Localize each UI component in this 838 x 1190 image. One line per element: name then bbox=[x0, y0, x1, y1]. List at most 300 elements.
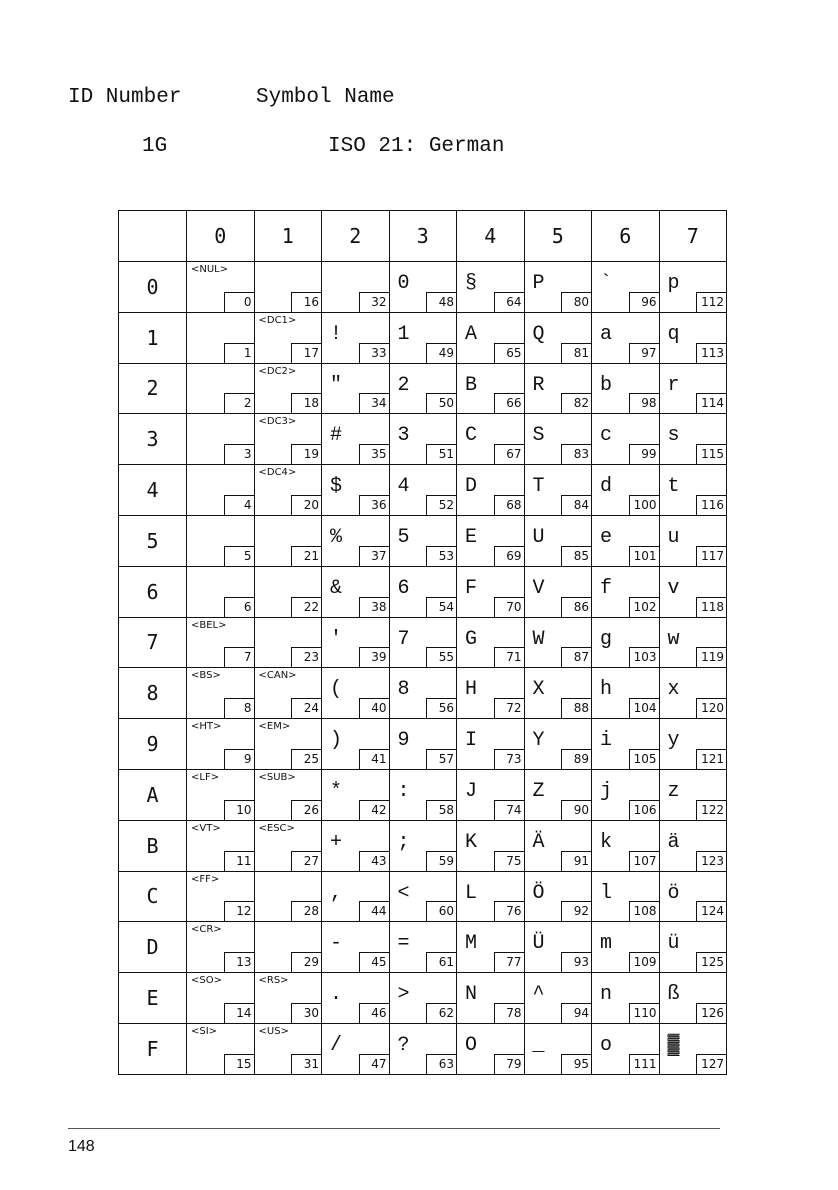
table-row bbox=[119, 719, 727, 770]
control-code-label: <HT> bbox=[191, 721, 222, 733]
character-glyph: z bbox=[667, 779, 680, 803]
char-cell bbox=[524, 668, 592, 719]
decimal-code-box: 110 bbox=[629, 1003, 659, 1023]
char-cell bbox=[389, 363, 457, 414]
decimal-code-box: 25 bbox=[291, 749, 321, 769]
char-cell bbox=[254, 769, 322, 820]
decimal-code-box: 43 bbox=[359, 851, 389, 871]
decimal-code-box: 86 bbox=[561, 597, 591, 617]
control-code-label: <BS> bbox=[191, 670, 221, 682]
char-cell bbox=[592, 566, 660, 617]
decimal-code-box: 5 bbox=[224, 546, 254, 566]
decimal-code-box: 56 bbox=[426, 698, 456, 718]
character-glyph: < bbox=[397, 881, 410, 905]
character-set-table bbox=[118, 210, 727, 1075]
character-glyph: § bbox=[465, 272, 478, 295]
decimal-code-box: 77 bbox=[494, 952, 524, 972]
table-row bbox=[119, 668, 727, 719]
character-glyph: X bbox=[532, 678, 545, 702]
character-glyph: 3 bbox=[397, 424, 410, 448]
character-glyph: H bbox=[465, 678, 478, 702]
character-glyph: j bbox=[600, 779, 613, 803]
decimal-code-box: 38 bbox=[359, 597, 389, 617]
decimal-code-box: 96 bbox=[629, 292, 659, 312]
table-row bbox=[119, 769, 727, 820]
char-cell bbox=[659, 922, 727, 973]
decimal-code-box: 55 bbox=[426, 647, 456, 667]
decimal-code-box: 100 bbox=[629, 495, 659, 515]
character-glyph: R bbox=[532, 373, 545, 397]
character-glyph: r bbox=[667, 373, 680, 397]
character-glyph: G bbox=[465, 627, 478, 651]
column-header: 7 bbox=[659, 211, 727, 262]
char-cell bbox=[254, 262, 322, 313]
character-glyph: F bbox=[465, 576, 478, 600]
char-cell bbox=[457, 871, 525, 922]
character-glyph: i bbox=[600, 729, 613, 753]
control-code-label: <EM> bbox=[258, 721, 291, 733]
control-code-label: <NUL> bbox=[191, 264, 229, 275]
decimal-code-box: 66 bbox=[494, 393, 524, 413]
decimal-code-box: 48 bbox=[426, 292, 456, 312]
character-glyph: v bbox=[667, 576, 680, 600]
decimal-code-box: 33 bbox=[359, 343, 389, 363]
table-row bbox=[119, 414, 727, 465]
char-cell bbox=[659, 769, 727, 820]
decimal-code-box: 12 bbox=[224, 901, 254, 921]
table-row bbox=[119, 312, 727, 363]
character-glyph: = bbox=[397, 932, 410, 956]
row-header: E bbox=[119, 973, 187, 1024]
decimal-code-box: 45 bbox=[359, 952, 389, 972]
table-row bbox=[119, 515, 727, 566]
decimal-code-box: 20 bbox=[291, 495, 321, 515]
char-cell bbox=[389, 719, 457, 770]
decimal-code-box: 17 bbox=[291, 343, 321, 363]
decimal-code-box: 52 bbox=[426, 495, 456, 515]
char-cell bbox=[254, 566, 322, 617]
decimal-code-box: 116 bbox=[696, 495, 726, 515]
character-glyph: V bbox=[532, 576, 545, 600]
char-cell bbox=[322, 719, 390, 770]
control-code-label: <FF> bbox=[191, 873, 220, 885]
char-cell bbox=[592, 262, 660, 313]
char-cell bbox=[457, 769, 525, 820]
char-cell bbox=[659, 515, 727, 566]
decimal-code-box: 88 bbox=[561, 698, 591, 718]
decimal-code-box: 39 bbox=[359, 647, 389, 667]
decimal-code-box: 67 bbox=[494, 444, 524, 464]
char-cell bbox=[659, 312, 727, 363]
decimal-code-box: 78 bbox=[494, 1003, 524, 1023]
char-cell bbox=[457, 617, 525, 668]
char-cell bbox=[187, 312, 255, 363]
decimal-code-box: 59 bbox=[426, 851, 456, 871]
decimal-code-box: 2 bbox=[224, 393, 254, 413]
decimal-code-box: 120 bbox=[696, 698, 726, 718]
decimal-code-box: 27 bbox=[291, 851, 321, 871]
decimal-code-box: 62 bbox=[426, 1003, 456, 1023]
column-header-row bbox=[119, 211, 727, 262]
decimal-code-box: 102 bbox=[629, 597, 659, 617]
decimal-code-box: 76 bbox=[494, 901, 524, 921]
decimal-code-box: 80 bbox=[561, 292, 591, 312]
decimal-code-box: 87 bbox=[561, 647, 591, 667]
char-cell bbox=[389, 312, 457, 363]
character-glyph: u bbox=[667, 525, 680, 549]
decimal-code-box: 41 bbox=[359, 749, 389, 769]
decimal-code-box: 82 bbox=[561, 393, 591, 413]
table-row bbox=[119, 1023, 727, 1074]
char-cell bbox=[187, 820, 255, 871]
decimal-code-box: 22 bbox=[291, 597, 321, 617]
decimal-code-box: 91 bbox=[561, 851, 591, 871]
decimal-code-box: 7 bbox=[224, 647, 254, 667]
character-glyph: I bbox=[465, 729, 478, 753]
decimal-code-box: 4 bbox=[224, 495, 254, 515]
decimal-code-box: 63 bbox=[426, 1054, 456, 1074]
character-glyph: 8 bbox=[397, 678, 410, 702]
decimal-code-box: 68 bbox=[494, 495, 524, 515]
decimal-code-box: 89 bbox=[561, 749, 591, 769]
char-cell bbox=[592, 363, 660, 414]
decimal-code-box: 94 bbox=[561, 1003, 591, 1023]
row-header: 9 bbox=[119, 719, 187, 770]
char-cell bbox=[457, 820, 525, 871]
decimal-code-box: 65 bbox=[494, 343, 524, 363]
table-row bbox=[119, 566, 727, 617]
char-cell bbox=[659, 617, 727, 668]
char-cell bbox=[457, 414, 525, 465]
char-cell bbox=[457, 262, 525, 313]
decimal-code-box: 101 bbox=[629, 546, 659, 566]
char-cell bbox=[389, 465, 457, 516]
char-cell bbox=[322, 871, 390, 922]
char-cell bbox=[524, 312, 592, 363]
decimal-code-box: 30 bbox=[291, 1003, 321, 1023]
decimal-code-box: 53 bbox=[426, 546, 456, 566]
decimal-code-box: 75 bbox=[494, 851, 524, 871]
char-cell bbox=[592, 668, 660, 719]
char-cell bbox=[592, 820, 660, 871]
decimal-code-box: 74 bbox=[494, 800, 524, 820]
char-cell bbox=[187, 414, 255, 465]
decimal-code-box: 9 bbox=[224, 749, 254, 769]
char-cell bbox=[254, 871, 322, 922]
character-glyph: Ö bbox=[532, 881, 545, 905]
footer-rule bbox=[68, 1128, 720, 1129]
character-glyph: ! bbox=[330, 322, 343, 346]
character-glyph: S bbox=[532, 424, 545, 448]
character-glyph: n bbox=[600, 983, 613, 1007]
decimal-code-box: 10 bbox=[224, 800, 254, 820]
character-glyph: - bbox=[330, 932, 343, 956]
decimal-code-box: 37 bbox=[359, 546, 389, 566]
char-cell bbox=[254, 1023, 322, 1074]
character-glyph: 0 bbox=[397, 272, 410, 295]
character-glyph: Z bbox=[532, 779, 545, 803]
row-header: D bbox=[119, 922, 187, 973]
char-cell bbox=[457, 363, 525, 414]
char-cell bbox=[322, 973, 390, 1024]
character-glyph: s bbox=[667, 424, 680, 448]
control-code-label: <RS> bbox=[258, 975, 289, 987]
row-header: 6 bbox=[119, 566, 187, 617]
decimal-code-box: 64 bbox=[494, 292, 524, 312]
char-cell bbox=[322, 668, 390, 719]
character-glyph: Ä bbox=[532, 830, 545, 854]
character-glyph: 1 bbox=[397, 322, 410, 346]
decimal-code-box: 118 bbox=[696, 597, 726, 617]
table-row bbox=[119, 871, 727, 922]
control-code-label: <DC3> bbox=[258, 416, 297, 428]
char-cell bbox=[254, 668, 322, 719]
decimal-code-box: 125 bbox=[696, 952, 726, 972]
character-glyph: q bbox=[667, 322, 680, 346]
char-cell bbox=[389, 820, 457, 871]
char-cell bbox=[389, 668, 457, 719]
character-glyph: e bbox=[600, 525, 613, 549]
char-cell bbox=[322, 312, 390, 363]
decimal-code-box: 16 bbox=[291, 292, 321, 312]
char-cell bbox=[659, 1023, 727, 1074]
character-glyph: 9 bbox=[397, 729, 410, 753]
character-glyph: Q bbox=[532, 322, 545, 346]
char-cell bbox=[457, 922, 525, 973]
char-cell bbox=[187, 465, 255, 516]
char-cell bbox=[659, 719, 727, 770]
row-header: 5 bbox=[119, 515, 187, 566]
char-cell bbox=[254, 465, 322, 516]
char-cell bbox=[187, 262, 255, 313]
char-cell bbox=[322, 922, 390, 973]
char-cell bbox=[524, 973, 592, 1024]
decimal-code-box: 95 bbox=[561, 1054, 591, 1074]
decimal-code-box: 71 bbox=[494, 647, 524, 667]
row-header: 8 bbox=[119, 668, 187, 719]
character-glyph: : bbox=[397, 779, 410, 803]
char-cell bbox=[254, 973, 322, 1024]
decimal-code-box: 115 bbox=[696, 444, 726, 464]
control-code-label: <SO> bbox=[191, 975, 222, 987]
char-cell bbox=[659, 871, 727, 922]
column-header: 3 bbox=[389, 211, 457, 262]
char-cell bbox=[524, 465, 592, 516]
char-cell bbox=[524, 922, 592, 973]
char-cell bbox=[457, 566, 525, 617]
decimal-code-box: 6 bbox=[224, 597, 254, 617]
char-cell bbox=[524, 414, 592, 465]
table-row bbox=[119, 617, 727, 668]
decimal-code-box: 0 bbox=[224, 292, 254, 312]
decimal-code-box: 3 bbox=[224, 444, 254, 464]
char-cell bbox=[187, 922, 255, 973]
decimal-code-box: 127 bbox=[696, 1054, 726, 1074]
character-glyph: * bbox=[330, 779, 343, 803]
char-cell bbox=[659, 973, 727, 1024]
column-header: 4 bbox=[457, 211, 525, 262]
character-glyph: Y bbox=[532, 729, 545, 753]
char-cell bbox=[389, 922, 457, 973]
decimal-code-box: 85 bbox=[561, 546, 591, 566]
character-glyph: b bbox=[600, 373, 613, 397]
char-cell bbox=[457, 719, 525, 770]
char-cell bbox=[457, 668, 525, 719]
char-cell bbox=[457, 515, 525, 566]
character-glyph: y bbox=[667, 729, 680, 753]
id-number-value: 1G bbox=[142, 135, 168, 158]
decimal-code-box: 32 bbox=[359, 292, 389, 312]
control-code-label: <US> bbox=[258, 1025, 289, 1037]
decimal-code-box: 54 bbox=[426, 597, 456, 617]
character-glyph: / bbox=[330, 1033, 343, 1057]
character-glyph: B bbox=[465, 373, 478, 397]
table-row bbox=[119, 262, 727, 313]
char-cell bbox=[389, 262, 457, 313]
control-code-label: <DC4> bbox=[258, 467, 297, 479]
char-cell bbox=[322, 1023, 390, 1074]
control-code-label: <SI> bbox=[191, 1025, 218, 1037]
char-cell bbox=[524, 719, 592, 770]
char-cell bbox=[524, 617, 592, 668]
control-code-label: <ESC> bbox=[258, 822, 295, 834]
char-cell bbox=[592, 1023, 660, 1074]
char-cell bbox=[187, 668, 255, 719]
char-cell bbox=[187, 973, 255, 1024]
char-cell bbox=[592, 414, 660, 465]
character-glyph: # bbox=[330, 424, 343, 448]
table-corner bbox=[119, 211, 187, 262]
character-glyph: w bbox=[667, 627, 680, 651]
char-cell bbox=[187, 617, 255, 668]
decimal-code-box: 21 bbox=[291, 546, 321, 566]
character-glyph: ▓ bbox=[667, 1033, 680, 1057]
decimal-code-box: 23 bbox=[291, 647, 321, 667]
decimal-code-box: 92 bbox=[561, 901, 591, 921]
char-cell bbox=[254, 515, 322, 566]
char-cell bbox=[592, 922, 660, 973]
decimal-code-box: 47 bbox=[359, 1054, 389, 1074]
decimal-code-box: 84 bbox=[561, 495, 591, 515]
char-cell bbox=[592, 617, 660, 668]
char-cell bbox=[389, 769, 457, 820]
table-row bbox=[119, 973, 727, 1024]
decimal-code-box: 18 bbox=[291, 393, 321, 413]
char-cell bbox=[322, 515, 390, 566]
row-header: 7 bbox=[119, 617, 187, 668]
decimal-code-box: 108 bbox=[629, 901, 659, 921]
decimal-code-box: 105 bbox=[629, 749, 659, 769]
row-header: B bbox=[119, 820, 187, 871]
character-glyph: ( bbox=[330, 678, 343, 702]
character-glyph: c bbox=[600, 424, 613, 448]
character-glyph: , bbox=[330, 881, 343, 905]
character-glyph: N bbox=[465, 983, 478, 1007]
decimal-code-box: 35 bbox=[359, 444, 389, 464]
character-glyph: ` bbox=[600, 272, 613, 295]
decimal-code-box: 58 bbox=[426, 800, 456, 820]
char-cell bbox=[389, 617, 457, 668]
row-header: C bbox=[119, 871, 187, 922]
char-cell bbox=[322, 566, 390, 617]
char-cell bbox=[659, 363, 727, 414]
char-cell bbox=[389, 515, 457, 566]
character-glyph: T bbox=[532, 475, 545, 499]
char-cell bbox=[592, 973, 660, 1024]
char-cell bbox=[659, 566, 727, 617]
control-code-label: <LF> bbox=[191, 771, 220, 783]
char-cell bbox=[389, 871, 457, 922]
decimal-code-box: 50 bbox=[426, 393, 456, 413]
character-glyph: L bbox=[465, 881, 478, 905]
decimal-code-box: 103 bbox=[629, 647, 659, 667]
character-glyph: ? bbox=[397, 1033, 410, 1057]
char-cell bbox=[592, 769, 660, 820]
decimal-code-box: 70 bbox=[494, 597, 524, 617]
character-glyph: $ bbox=[330, 475, 343, 499]
character-glyph: D bbox=[465, 475, 478, 499]
char-cell bbox=[187, 363, 255, 414]
char-cell bbox=[524, 769, 592, 820]
character-glyph: % bbox=[330, 525, 343, 549]
char-cell bbox=[187, 1023, 255, 1074]
character-glyph: f bbox=[600, 576, 613, 600]
control-code-label: <CAN> bbox=[258, 670, 297, 682]
decimal-code-box: 8 bbox=[224, 698, 254, 718]
character-glyph: 2 bbox=[397, 373, 410, 397]
char-cell bbox=[389, 1023, 457, 1074]
character-glyph: ; bbox=[397, 830, 410, 854]
char-cell bbox=[322, 363, 390, 414]
character-glyph: ^ bbox=[532, 983, 545, 1007]
character-glyph: A bbox=[465, 322, 478, 346]
character-glyph: g bbox=[600, 627, 613, 651]
decimal-code-box: 117 bbox=[696, 546, 726, 566]
column-header: 1 bbox=[254, 211, 322, 262]
char-cell bbox=[524, 363, 592, 414]
char-cell bbox=[254, 820, 322, 871]
decimal-code-box: 109 bbox=[629, 952, 659, 972]
row-header: 3 bbox=[119, 414, 187, 465]
decimal-code-box: 69 bbox=[494, 546, 524, 566]
char-cell bbox=[254, 922, 322, 973]
decimal-code-box: 49 bbox=[426, 343, 456, 363]
control-code-label: <BEL> bbox=[191, 619, 227, 631]
char-cell bbox=[524, 262, 592, 313]
char-cell bbox=[187, 719, 255, 770]
table-row bbox=[119, 820, 727, 871]
char-cell bbox=[524, 566, 592, 617]
decimal-code-box: 1 bbox=[224, 343, 254, 363]
char-cell bbox=[592, 465, 660, 516]
decimal-code-box: 40 bbox=[359, 698, 389, 718]
decimal-code-box: 97 bbox=[629, 343, 659, 363]
decimal-code-box: 15 bbox=[224, 1054, 254, 1074]
char-cell bbox=[389, 973, 457, 1024]
decimal-code-box: 126 bbox=[696, 1003, 726, 1023]
char-cell bbox=[524, 820, 592, 871]
decimal-code-box: 121 bbox=[696, 749, 726, 769]
decimal-code-box: 29 bbox=[291, 952, 321, 972]
decimal-code-box: 13 bbox=[224, 952, 254, 972]
char-cell bbox=[659, 820, 727, 871]
row-header: 4 bbox=[119, 465, 187, 516]
decimal-code-box: 14 bbox=[224, 1003, 254, 1023]
decimal-code-box: 124 bbox=[696, 901, 726, 921]
char-cell bbox=[524, 1023, 592, 1074]
char-cell bbox=[187, 566, 255, 617]
character-glyph: 5 bbox=[397, 525, 410, 549]
